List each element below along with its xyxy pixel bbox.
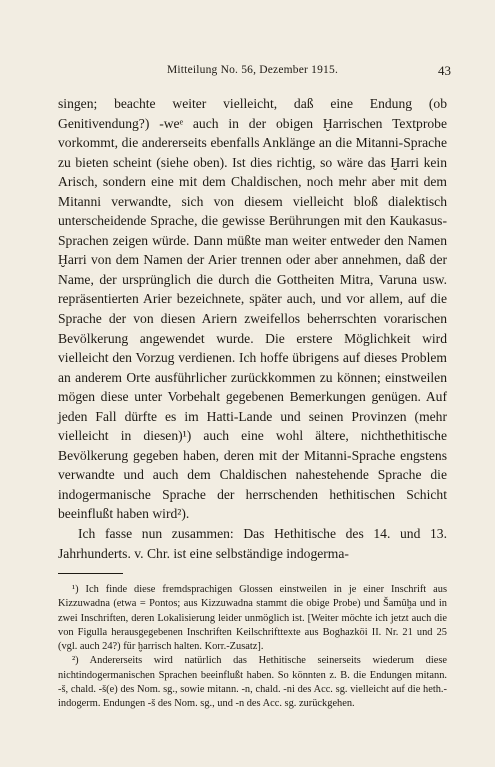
footnote-2: ²) Andererseits wird natürlich das Hethitische seinerseits wiederum diese nichtindogermanischen Sprachen beeinflußt haben. So könnten z. B. die Endungen mitann. -š, chald. -š(e) des Nom. sg., sowie mitann. -n, chald. -ni des Acc. sg. vielleicht auf die heth.-indogerm. Endungen -š des Nom. sg., und -n des Acc. sg. zurückgehen. [58,655,447,710]
page-number: 43 [438,63,451,78]
body-paragraph-2: Ich fasse nun zusammen: Das Hethitische des 14. und 13. Jahrhunderts. v. Chr. ist eine selbständige indogerma- [58,526,447,561]
footnote-1: ¹) Ich finde diese fremdsprachigen Glossen einstweilen in je einer Inschrift aus Kizzuwadna (etwa = Pontos; aus Kizzuwadna stammt die obige Probe) und Šamûḫa und in zwei Inschriften, deren Lokalisierung leider unmöglich ist. [Weiter möchte ich jetzt auch die von Figulla herausgegebenen Inschriften Keilschrifttexte aus Boghazköi II. Nr. 21 und 25 (vgl. auch 24?) für ḫarrisch halten. Korr.-Zusatz]. [58,584,447,653]
body-text [58,94,447,563]
page-header [58,63,451,80]
footnotes [58,583,447,712]
footnote-separator [58,573,123,574]
running-head: Mitteilung No. 56, Dezember 1915. [166,64,339,76]
body-paragraph-1: singen; beachte weiter vielleicht, daß eine Endung (ob Genitivendung?) -weᵉ auch in der obigen Ḫarrischen Textprobe vorkommt, die andererseits ebenfalls Anklänge an die Mitanni-Sprache zu bieten scheint (siehe oben). Ist dies richtig, so wäre das Ḫarri kein Arisch, sondern eine mit dem Chaldischen, noch mehr aber mit dem Mitanni verwandte, sich von diesem vielleicht bloß dialektisch unterscheidende Sprache, die gewisse Berührungen mit den Kaukasus-Sprachen zeigen würde. Dann müßte man weiter entweder den Namen Ḫarri von dem Namen der Arier trennen oder aber annehmen, daß der Name, der ursprünglich die durch die Gottheiten Mitra, Varuna usw. repräsentierten Arier bezeichnete, später auch, und vor allem, auf die Sprache der von diesen Ariern zweifellos beherrschten vorarischen Bevölkerung angewendet wurde. Die erstere Möglichkeit wird vielleicht den Vorzug verdienen. Ich hoffe übrigens auf dieses Problem an anderem Orte ausführlicher zurückkommen zu können; einstweilen mögen diese unter Vorbehalt gegebenen Bemerkungen genügen. Auf jeden Fall dürfte es im Hatti-Lande und seinen Provinzen (mehr vielleicht in diesen)¹) auch eine wohl ältere, nichthethitische Bevölkerung gegeben haben, deren mit der Mitanni-Sprache engstens verwandte und auch dem Chaldischen nahestehende Sprache die indogermanische Sprache der herrschenden hethitischen Schicht beeinflußt haben wird²). [58,96,447,522]
